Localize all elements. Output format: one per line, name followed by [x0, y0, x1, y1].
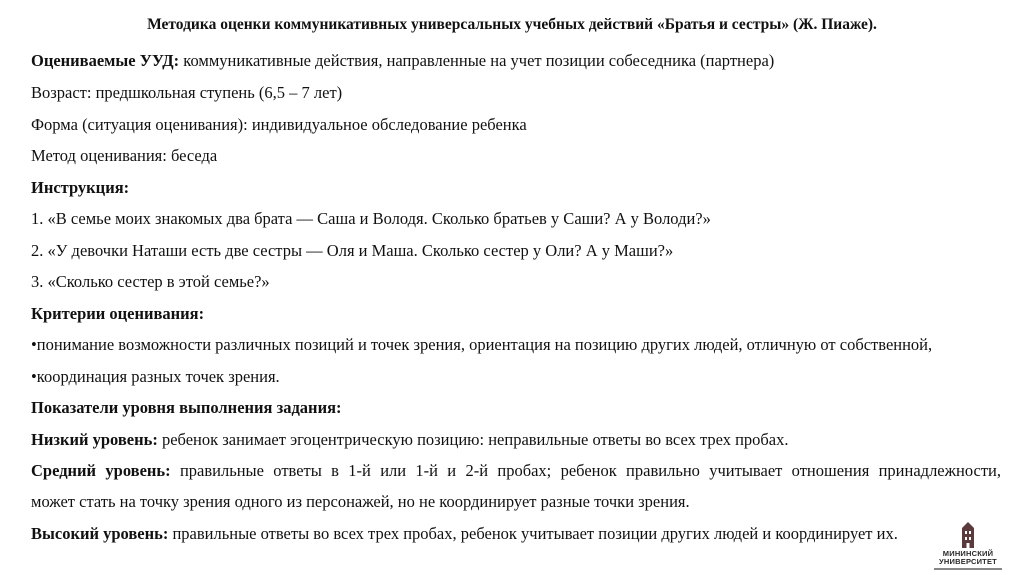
- uud-label: Оцениваемые УУД:: [31, 51, 180, 70]
- logo-underline: [934, 568, 1002, 570]
- medium-level-label: Средний уровень:: [31, 461, 171, 480]
- criteria-item-1: •понимание возможности различных позиций и точек зрения, ориентация на позицию других людей, отличную от собственной,: [31, 335, 933, 354]
- indicators-heading: Показатели уровня выполнения задания:: [31, 398, 342, 417]
- logo-text: [928, 550, 1008, 566]
- university-tower-icon: [958, 522, 978, 548]
- high-level-line: [31, 524, 898, 544]
- medium-level-line: [31, 461, 1001, 481]
- medium-level-text-1: правильные ответы в 1-й или 1-й и 2-й пробах; ребенок правильно учитывает отношения принадлежности,: [170, 461, 1002, 480]
- low-level-text: ребенок занимает эгоцентрическую позицию: неправильные ответы во всех трех пробах.: [157, 430, 789, 449]
- university-logo: [928, 522, 1008, 572]
- age-line: Возраст: предшкольная ступень (6,5 – 7 лет): [31, 83, 343, 102]
- low-level-label: Низкий уровень:: [31, 430, 158, 449]
- logo-name-line2: УНИВЕРСИТЕТ: [939, 557, 997, 566]
- page-title: Методика оценки коммуникативных универсальных учебных действий «Братья и сестры» (Ж. Пиаже).: [147, 16, 877, 33]
- method-line: Метод оценивания: беседа: [31, 146, 218, 165]
- high-level-label: Высокий уровень:: [31, 524, 169, 543]
- low-level-line: [31, 430, 789, 450]
- uud-line: [31, 51, 774, 71]
- instruction-item-1: 1. «В семье моих знакомых два брата — Саша и Володя. Сколько братьев у Саши? А у Володи?»: [31, 209, 711, 228]
- instruction-item-3: 3. «Сколько сестер в этой семье?»: [31, 272, 270, 291]
- form-line: Форма (ситуация оценивания): индивидуальное обследование ребенка: [31, 115, 527, 134]
- instruction-heading: Инструкция:: [31, 178, 130, 197]
- logo-name-line1: МИНИНСКИЙ: [942, 549, 994, 558]
- high-level-text: правильные ответы во всех трех пробах, ребенок учитывает позиции других людей и координирует их.: [168, 524, 898, 543]
- criteria-heading: Критерии оценивания:: [31, 304, 205, 323]
- uud-text: коммуникативные действия, направленные на учет позиции собеседника (партнера): [179, 51, 775, 70]
- instruction-item-2: 2. «У девочки Наташи есть две сестры — Оля и Маша. Сколько сестер у Оли? А у Маши?»: [31, 241, 674, 260]
- criteria-item-2: •координация разных точек зрения.: [31, 367, 280, 386]
- medium-level-line-2: может стать на точку зрения одного из персонажей, но не координирует разные точки зрения.: [31, 492, 690, 511]
